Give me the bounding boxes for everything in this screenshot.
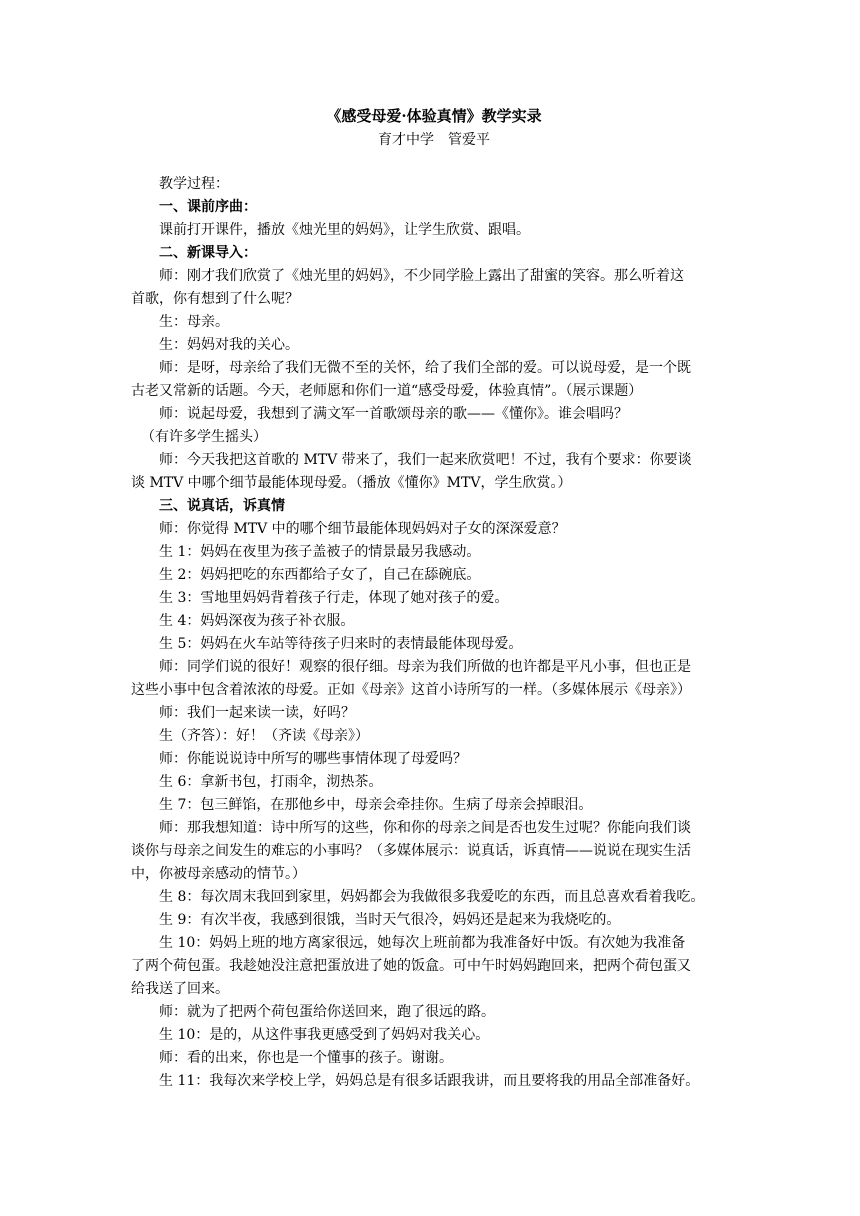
text-line: 生 1：妈妈在夜里为孩子盖被子的情景最另我感动。 [159,544,481,560]
text-line: 了两个荷包蛋。我趁她没注意把蛋放进了她的饭盒。可中午时妈妈跑回来，把两个荷包蛋又 [131,958,691,974]
text-line: （有许多学生摇头） [141,429,267,445]
text-line: 生 6：拿新书包，打雨伞，沏热茶。 [159,774,383,790]
document-title: 《感受母爱·体验真情》教学实录 [326,107,542,125]
text-line: 师：那我想知道：诗中所写的这些，你和你的母亲之间是否也发生过呢？你能向我们谈 [159,820,691,836]
text-line: 生 2：妈妈把吃的东西都给子女了，自己在舔碗底。 [159,567,481,583]
text-line: 教学过程： [159,176,229,192]
text-line: 生 4：妈妈深夜为孩子补衣服。 [159,613,355,629]
text-line: 生 9：有次半夜，我感到很饿，当时天气很冷，妈妈还是起来为我烧吃的。 [159,912,621,928]
text-line: 给我送了回来。 [131,981,229,997]
text-line: 谈 MTV 中哪个细节最能体现母爱。（播放《懂你》MTV，学生欣赏。） [131,475,572,491]
text-line: 生 7：包三鲜馅，在那他乡中，母亲会牵挂你。生病了母亲会掉眼泪。 [159,797,593,813]
document-body [131,173,737,1093]
text-line: 生：母亲。 [159,314,229,330]
text-line: 生：妈妈对我的关心。 [159,337,299,353]
section-heading: 三、说真话，诉真情 [159,498,285,514]
document-page [131,104,737,1093]
text-line: 师：是呀，母亲给了我们无微不至的关怀，给了我们全部的爱。可以说母爱，是一个既 [159,360,691,376]
text-line: 中，你被母亲感动的情节。） [131,866,306,882]
text-line: 课前打开课件，播放《烛光里的妈妈》，让学生欣赏、跟唱。 [159,222,530,238]
text-line: 生 3：雪地里妈妈背着孩子行走，体现了她对孩子的爱。 [159,590,509,606]
text-line: 生 10：妈妈上班的地方离家很远，她每次上班前都为我准备好中饭。有次她为我准备 [159,935,686,951]
text-line: 师：你觉得 MTV 中的哪个细节最能体现妈妈对子女的深深爱意？ [159,521,566,537]
text-line: 师：就为了把两个荷包蛋给你送回来，跑了很远的路。 [159,1004,495,1020]
document-author: 育才中学 管爱平 [378,132,490,148]
text-line: 谈你与母亲之间发生的难忘的小事吗？（多媒体展示：说真话，诉真情——说说在现实生活 [131,843,691,859]
section-heading: 二、新课导入： [159,245,257,261]
text-line: 师：你能说说诗中所写的哪些事情体现了母爱吗？ [159,751,467,767]
text-line: 师：说起母爱，我想到了满文军一首歌颂母亲的歌——《懂你》。谁会唱吗？ [159,406,628,422]
text-line: 师：我们一起来读一读，好吗？ [159,705,355,721]
text-line: 师：同学们说的很好！观察的很仔细。母亲为我们所做的也许都是平凡小事，但也正是 [159,659,691,675]
text-line: 生 10：是的，从这件事我更感受到了妈妈对我关心。 [159,1027,490,1043]
text-line: 生 5：妈妈在火车站等待孩子归来时的表情最能体现母爱。 [159,636,523,652]
text-line: 古老又常新的话题。今天，老师愿和你们一道“感受母爱，体验真情”。（展示课题） [131,383,643,399]
text-line: 师：刚才我们欣赏了《烛光里的妈妈》，不少同学脸上露出了甜蜜的笑容。那么听着这 [159,268,684,284]
text-line: 师：今天我把这首歌的 MTV 带来了，我们一起来欣赏吧！不过，我有个要求：你要谈 [159,452,692,468]
text-line: 这些小事中包含着浓浓的母爱。正如《母亲》这首小诗所写的一样。（多媒体展示《母亲》） [131,682,691,698]
section-heading: 一、课前序曲： [159,199,257,215]
text-line: 师：看的出来，你也是一个懂事的孩子。谢谢。 [159,1050,453,1066]
text-line: 生 8：每次周末我回到家里，妈妈都会为我做很多我爱吃的东西，而且总喜欢看着我吃。 [159,889,705,905]
text-line: 首歌，你有想到了什么呢？ [131,291,299,307]
text-line: 生（齐答）：好！（齐读《母亲》） [159,728,369,744]
text-line: 生 11：我每次来学校上学，妈妈总是有很多话跟我讲，而且要将我的用品全部准备好。 [159,1073,700,1089]
